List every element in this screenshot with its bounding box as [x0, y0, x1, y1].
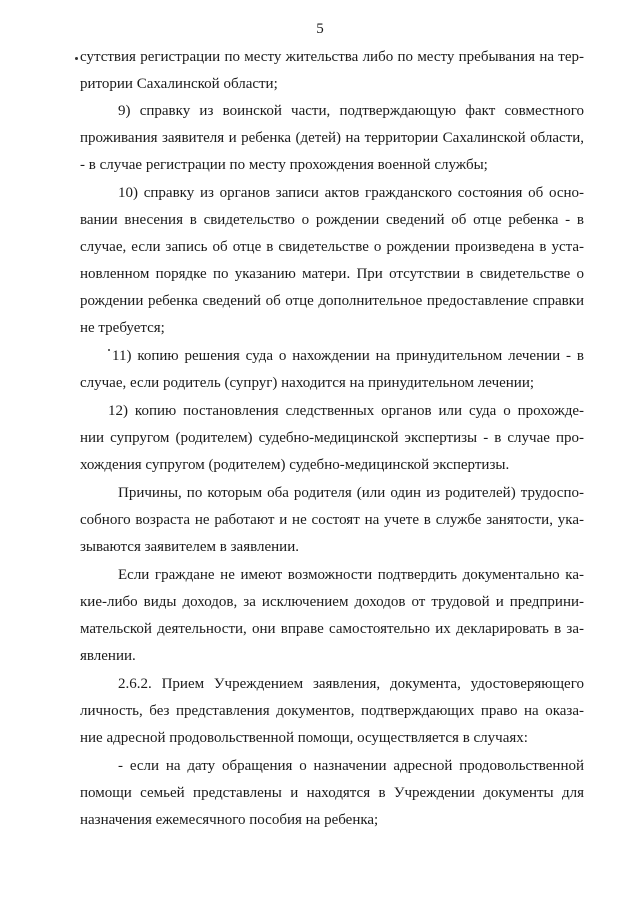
text-line: 9) справку из воинской части, подтверждающую факт совместного: [118, 103, 584, 119]
text-line: хождения супругом (родителем) судебно-медицинской экспертизы.: [80, 457, 510, 473]
text-line: Причины, по которым оба родителя (или один из родителей) трудоспо-: [118, 485, 584, 501]
scan-speck: [108, 349, 110, 351]
text-line: зываются заявителем в заявлении.: [80, 539, 299, 555]
text-line: 10) справку из органов записи актов гражданского состояния об осно-: [118, 185, 584, 201]
text-line: 11) копию решения суда о нахождении на принудительном лечении - в: [112, 348, 584, 364]
text-line: вании внесения в свидетельство о рождении сведений об отце ребенка - в: [80, 212, 584, 228]
text-line: новленном порядке по указанию матери. При отсутствии в свидетельстве о: [80, 266, 584, 282]
text-line: явлении.: [80, 648, 136, 664]
text-line: ние адресной продовольственной помощи, осуществляется в случаях:: [80, 730, 528, 746]
text-line: 12) копию постановления следственных органов или суда о прохожде-: [108, 403, 584, 419]
text-line: назначения ежемесячного пособия на ребенка;: [80, 812, 379, 828]
text-line: сутствия регистрации по месту жительства либо по месту пребывания на тер-: [80, 49, 584, 65]
text-line: случае, если запись об отце в свидетельстве о рождении произведена в уста-: [80, 239, 584, 255]
text-line: мательской деятельности, они вправе самостоятельно их декларировать в за-: [80, 621, 584, 637]
text-line: собного возраста не работают и не состоят на учете в службе занятости, ука-: [80, 512, 584, 528]
text-line: кие-либо виды доходов, за исключением доходов от трудовой и предприни-: [80, 594, 584, 610]
text-line: помощи семьей представлены и находятся в Учреждении документы для: [80, 785, 584, 801]
scan-speck: [75, 57, 78, 60]
text-line: - в случае регистрации по месту прохождения военной службы;: [80, 157, 488, 173]
text-line: личность, без представления документов, подтверждающих право на оказа-: [80, 703, 584, 719]
text-line: 2.6.2. Прием Учреждением заявления, документа, удостоверяющего: [118, 676, 584, 692]
text-line: нии супругом (родителем) судебно-медицинской экспертизы - в случае про-: [80, 430, 584, 446]
page-number: 5: [316, 21, 324, 37]
text-line: - если на дату обращения о назначении адресной продовольственной: [118, 758, 584, 774]
text-line: рождении ребенка сведений об отце дополнительное предоставление справки: [80, 293, 584, 309]
text-line: проживания заявителя и ребенка (детей) на территории Сахалинской области,: [80, 130, 584, 146]
text-line: случае, если родитель (супруг) находится на принудительном лечении;: [80, 375, 535, 391]
text-line: не требуется;: [80, 320, 165, 336]
text-line: Если граждане не имеют возможности подтвердить документально ка-: [118, 567, 584, 583]
text-line: ритории Сахалинской области;: [80, 76, 278, 92]
